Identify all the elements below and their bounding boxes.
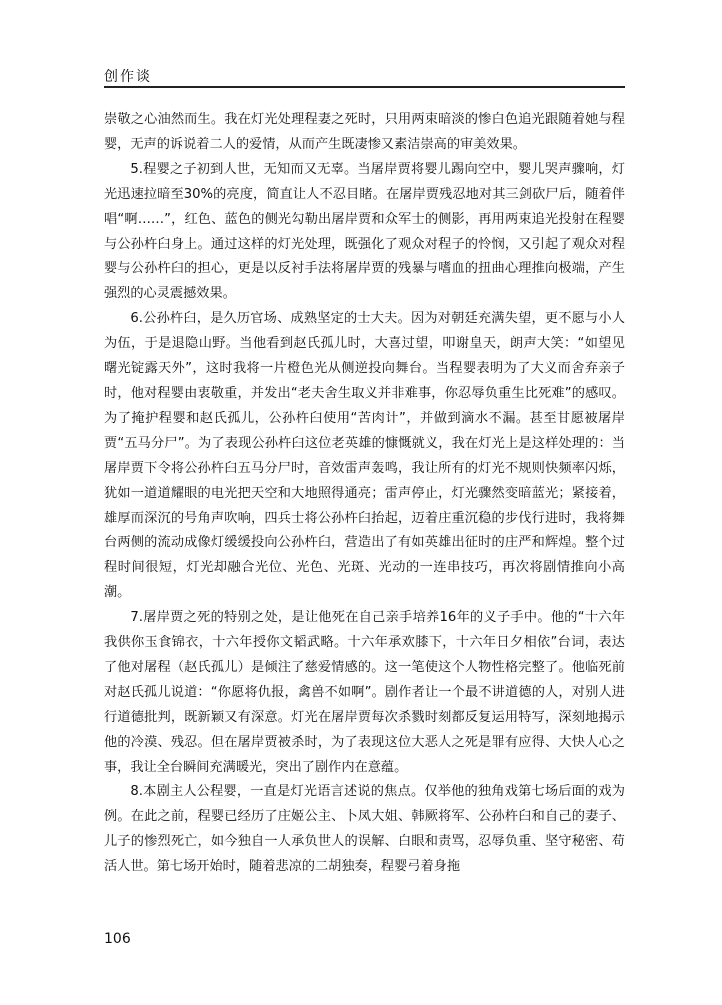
paragraph: 8.本剧主人公程婴，一直是灯光语言述说的焦点。仅举他的独角戏第七场后面的戏为例。在此之前，程婴已经历了庄姬公主、卜凤大姐、韩厥将军、公孙杵臼和自己的妻子、儿子的惨烈死亡，如今独自一人承负世人的误解、白眼和责骂，忍辱负重、坚守秘密、苟活人世。第七场开始时，随着悲凉的二胡独奏，程婴弓着身拖 — [104, 784, 625, 875]
paragraph: 6.公孙杵臼，是久历官场、成熟坚定的士大夫。因为对朝廷充满失望，更不愿与小人为伍，于是退隐山野。当他看到赵氏孤儿时，大喜过望，叩谢皇天，朗声大笑：“如望见曙光锭露天外”，这时我将一片橙色光从侧逆投向舞台。当程婴表明为了大义而舍弃亲子时，他对程婴由衷敬重，并发出“老夫舍生取义并非难事，你忍辱负重生比死难”的感叹。为了掩护程婴和赵氏孤儿，公孙杵臼使用“苦肉计”，并做到滴水不漏。甚至甘愿被屠岸贾“五马分尸”。为了表现公孙杵臼这位老英雄的慷慨就义，我在灯光上是这样处理的：当屠岸贾下令将公孙杵臼五马分尸时，音效雷声轰鸣，我让所有的灯光不规则快频率闪烁，犹如一道道耀眼的电光把天空和大地照得通亮；雷声停止，灯光骤然变暗蓝光；紧接着，雄厚而深沉的号角声吹响，四兵士将公孙杵臼抬起，迈着庄重沉稳的步伐行进时，我将舞台两侧的流动成像灯缓缓投向公孙杵臼，营造出了有如英雄出征时的庄严和辉煌。整个过程时间很短，灯光却融合光位、光色、光斑、光动的一连串技巧，再次将剧情推向小高潮。 — [104, 311, 625, 601]
paragraph: 7.屠岸贾之死的特别之处，是让他死在自己亲手培养16年的义子手中。他的“十六年我供你玉食锦衣，十六年授你文韬武略。十六年承欢膝下，十六年日夕相依”台词，表达了他对屠程（赵氏孤儿）是倾注了慈爱情感的。这一笔使这个人物性格完整了。他临死前对赵氏孤儿说道：“你愿将仇报，禽兽不如啊”。剧作者让一个最不讲道德的人，对别人进行道德批判，既新颖又有深意。灯光在屠岸贾每次杀戮时刻都反复运用特写，深刻地揭示他的冷漠、残忍。但在屠岸贾被杀时，为了表现这位大恶人之死是罪有应得、大快人心之事，我让全台瞬间充满暖光，突出了剧作内在意蕴。 — [104, 610, 625, 775]
header-rule — [104, 86, 625, 88]
body-text — [104, 108, 625, 880]
paragraph: 5.程婴之子初到人世，无知而又无辜。当屠岸贾将婴儿踢向空中，婴儿哭声骤响，灯光迅速拉暗至30%的亮度，简直让人不忍目睹。在屠岸贾残忍地对其三剑砍尸后，随着伴唱“啊……”，红色、蓝色的侧光勾勒出屠岸贾和众军士的侧影，再用两束追光投射在程婴与公孙杵臼身上。通过这样的灯光处理，既强化了观众对程子的怜悯，又引起了观众对程婴与公孙杵臼的担心，更是以反衬手法将屠岸贾的残暴与嗜血的扭曲心理推向极端，产生强烈的心灵震撼效果。 — [104, 161, 625, 302]
paragraph: 崇敬之心油然而生。我在灯光处理程妻之死时，只用两束暗淡的惨白色追光跟随着她与程婴，无声的诉说着二人的爱情，从而产生既凄惨又素洁崇高的审美效果。 — [104, 112, 625, 152]
page-number: 106 — [104, 931, 131, 947]
running-header: 创作谈 — [104, 69, 152, 85]
